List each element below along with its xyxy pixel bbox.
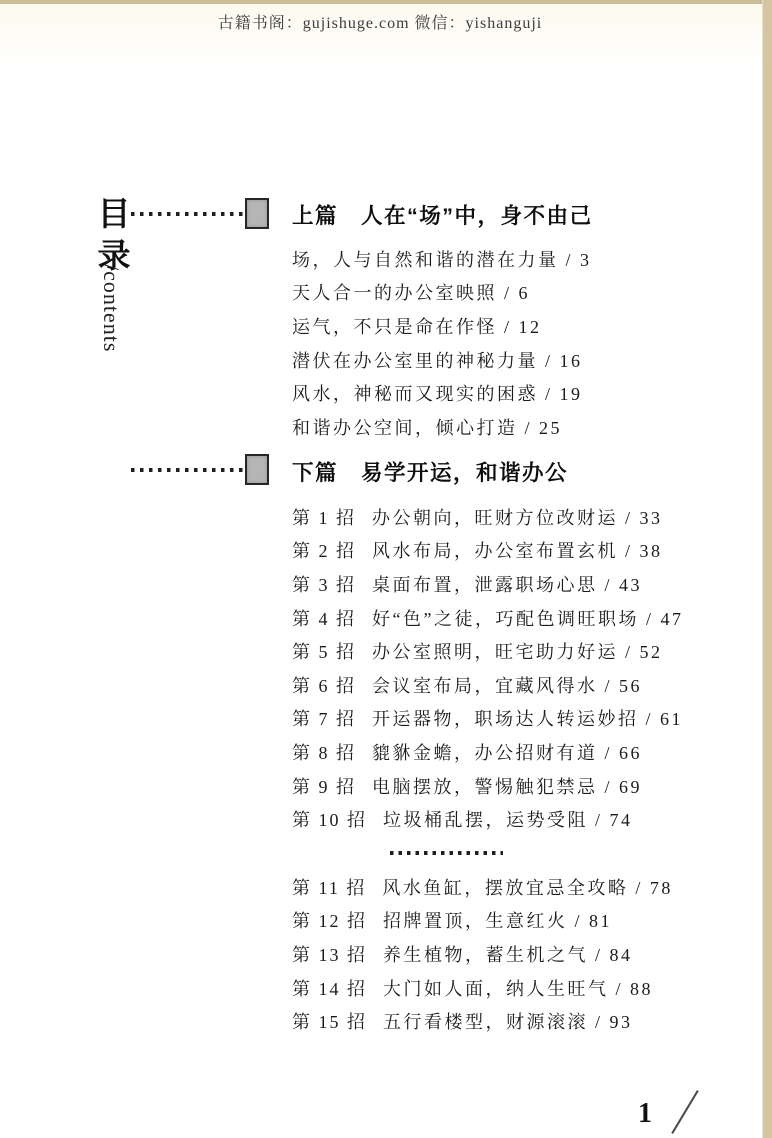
toc-item-label: 第 5 招	[292, 642, 356, 663]
toc-item-text: 貔貅金蟾，办公招财有道 / 66	[372, 742, 642, 763]
toc-title-latin: /contents	[99, 264, 124, 353]
toc-item-label: 第 14 招	[292, 978, 367, 999]
dotted-leader-part2	[131, 468, 244, 472]
toc-item-text: 办公朝向，旺财方位改财运 / 33	[372, 507, 663, 528]
toc-item	[292, 309, 592, 343]
part1-title: 上篇 人在“场”中，身不由己	[292, 204, 593, 228]
toc-item	[292, 802, 683, 836]
toc-item	[292, 1004, 673, 1038]
toc-item	[292, 534, 683, 568]
toc-item-label: 第 11 招	[292, 877, 367, 898]
toc-item-text: 招牌置顶，生意红火 / 81	[383, 911, 613, 932]
toc-item-text: 五行看楼型，财源滚滚 / 93	[383, 1012, 633, 1033]
toc-item	[292, 410, 592, 444]
toc-item	[292, 567, 683, 601]
toc-item-text: 风水，神秘而又现实的困惑 / 19	[292, 384, 583, 405]
part1-list	[292, 242, 592, 444]
part2-title: 下篇 易学开运，和谐办公	[292, 461, 569, 485]
toc-item	[292, 735, 683, 769]
toc-item	[292, 769, 683, 803]
section-marker-square-part2	[245, 454, 269, 485]
scan-top-edge	[0, 0, 772, 4]
toc-item	[292, 668, 683, 702]
toc-item-text: 开运器物，职场达人转运妙招 / 61	[372, 709, 683, 730]
toc-item-text: 会议室布局，宜藏风得水 / 56	[372, 675, 642, 696]
ellipsis-separator	[390, 851, 503, 855]
toc-item-text: 办公室照明，旺宅助力好运 / 52	[372, 642, 663, 663]
toc-item-label: 第 13 招	[292, 944, 367, 965]
toc-item	[292, 937, 673, 971]
toc-item-text: 桌面布置，泄露职场心思 / 43	[372, 574, 642, 595]
section-marker-square-part1	[245, 198, 269, 229]
toc-item	[292, 634, 683, 668]
toc-item-label: 第 8 招	[292, 742, 356, 763]
toc-item-text: 好“色”之徒，巧配色调旺职场 / 47	[372, 608, 684, 629]
part2-list-upper	[292, 500, 683, 836]
toc-item	[292, 971, 673, 1005]
toc-item-text: 电脑摆放，警惕触犯禁忌 / 69	[372, 776, 642, 797]
toc-item	[292, 870, 673, 904]
toc-item-text: 养生植物，蓄生机之气 / 84	[383, 944, 633, 965]
toc-title-char-1: 目	[97, 197, 131, 233]
toc-item-label: 第 7 招	[292, 709, 356, 730]
toc-item-text: 天人合一的办公室映照 / 6	[292, 283, 530, 304]
toc-item-text: 风水鱼缸，摆放宜忌全攻略 / 78	[382, 877, 673, 898]
toc-item-text: 垃圾桶乱摆，运势受阻 / 74	[383, 810, 633, 831]
toc-item	[292, 343, 592, 377]
toc-item-label: 第 3 招	[292, 574, 356, 595]
toc-title-char-2: 录	[97, 239, 131, 275]
toc-item-label: 第 9 招	[292, 776, 356, 797]
toc-item	[292, 242, 592, 276]
page-number: 1	[638, 1098, 652, 1129]
toc-item-label: 第 4 招	[292, 608, 356, 629]
toc-item-text: 潜伏在办公室里的神秘力量 / 16	[292, 350, 583, 371]
page-corner-slash	[671, 1090, 698, 1134]
toc-item-text: 运气，不只是命在作怪 / 12	[292, 316, 542, 337]
toc-item	[292, 904, 673, 938]
toc-item	[292, 276, 592, 310]
toc-item-label: 第 10 招	[292, 810, 367, 831]
toc-item-text: 场，人与自然和谐的潜在力量 / 3	[292, 249, 592, 270]
toc-item-label: 第 6 招	[292, 675, 356, 696]
toc-item-text: 和谐办公空间，倾心打造 / 25	[292, 417, 562, 438]
toc-item-label: 第 1 招	[292, 507, 356, 528]
watermark-header: 古籍书阁：gujishuge.com 微信：yishanguji	[217, 15, 543, 32]
scan-right-edge	[762, 0, 772, 1138]
toc-item	[292, 601, 683, 635]
toc-item-text: 大门如人面，纳人生旺气 / 88	[383, 978, 653, 999]
toc-item-label: 第 12 招	[292, 911, 367, 932]
dotted-leader-part1	[131, 212, 244, 216]
part2-list-lower	[292, 870, 673, 1038]
toc-item-label: 第 15 招	[292, 1012, 367, 1033]
toc-item-text: 风水布局，办公室布置玄机 / 38	[372, 541, 663, 562]
toc-item	[292, 702, 683, 736]
toc-item	[292, 376, 592, 410]
toc-item-label: 第 2 招	[292, 541, 356, 562]
toc-item	[292, 500, 683, 534]
